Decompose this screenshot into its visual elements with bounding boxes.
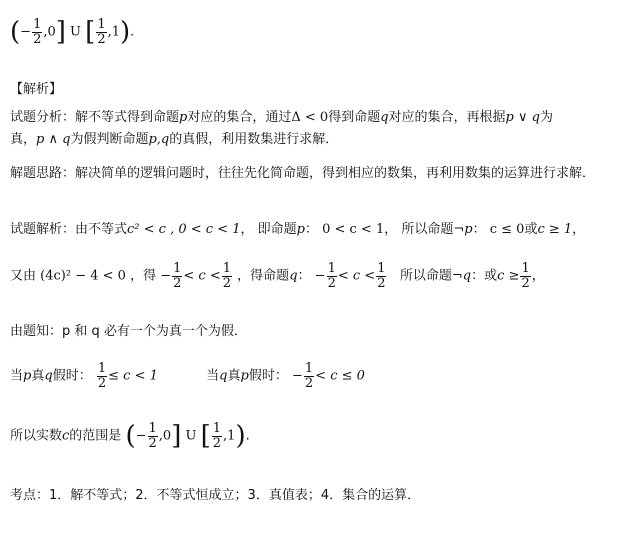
text: ：或 <box>471 268 498 284</box>
fraction <box>97 362 107 390</box>
left-paren: ( <box>10 17 21 48</box>
expression: (4c)² − 4 < 0 <box>40 268 126 284</box>
fraction <box>327 262 337 290</box>
solution-line-4 <box>10 362 365 390</box>
numerator: 1 <box>33 17 42 32</box>
text: ， <box>572 222 586 237</box>
left-paren: ( <box>125 421 136 452</box>
text: 对应的集合，通过 <box>187 110 292 125</box>
fraction <box>172 262 182 290</box>
ineq: c ≥ 1 <box>537 222 573 237</box>
text: ： <box>297 268 311 284</box>
numerator: 1 <box>377 261 386 276</box>
numerator: 1 <box>97 17 106 32</box>
zero: ,0 <box>158 428 172 444</box>
text: ， 所以命题 <box>384 222 454 237</box>
text: 当 <box>10 368 24 384</box>
var-p: p <box>179 110 188 125</box>
var-q: q <box>219 368 228 384</box>
period: . <box>245 428 250 444</box>
text: 真， <box>10 132 37 147</box>
var-q: q <box>380 110 389 125</box>
numerator: 1 <box>222 261 232 276</box>
fraction <box>376 262 386 290</box>
numerator: 1 <box>148 421 157 436</box>
text: 的真假，利用数集进行求解． <box>169 132 339 147</box>
numerator: 1 <box>173 261 182 276</box>
var-p: p <box>23 368 32 384</box>
minus-sign: − <box>20 24 32 40</box>
text: 所以实数 <box>10 428 63 444</box>
left-bracket: [ <box>85 17 96 48</box>
text: 为假判断命题 <box>70 132 149 147</box>
numerator: 1 <box>97 361 107 376</box>
text: 当 <box>206 368 220 384</box>
one: ,1 <box>107 24 120 40</box>
minus-sign: − <box>135 428 147 444</box>
fraction <box>212 422 222 450</box>
zero: ,0 <box>43 24 56 40</box>
denominator: 2 <box>148 435 157 451</box>
one: ,1 <box>223 428 236 444</box>
var-p: p <box>240 368 249 384</box>
minus-sign: − <box>314 268 326 284</box>
text: 得到命题 <box>328 110 381 125</box>
fraction <box>304 362 314 390</box>
text: 假时： <box>52 368 92 384</box>
numerator: 1 <box>521 261 530 276</box>
text: 真 <box>31 368 45 384</box>
text: 试题分析：解不等式得到命题 <box>10 110 180 125</box>
ineq: ： c ≤ 0 <box>472 222 525 237</box>
right-paren: ) <box>235 421 246 452</box>
denominator: 2 <box>222 275 232 291</box>
fraction-half <box>32 18 42 46</box>
denominator: 2 <box>521 275 530 291</box>
period: . <box>130 24 135 40</box>
prop-p: ： 0 < c < 1 <box>304 222 385 237</box>
not-q: ¬q <box>451 268 472 284</box>
var-q: q <box>44 368 53 384</box>
text: 所以命题 <box>399 268 452 284</box>
minus-sign: − <box>160 268 172 284</box>
left-bracket: [ <box>200 421 211 452</box>
answer-interval <box>10 18 134 46</box>
denominator: 2 <box>33 31 42 47</box>
text: 为 <box>539 110 553 125</box>
text: 对应的集合，再根据 <box>388 110 506 125</box>
denominator: 2 <box>97 31 106 47</box>
denominator: 2 <box>212 435 222 451</box>
fraction-half-2 <box>96 18 106 46</box>
minus-sign: − <box>291 368 303 384</box>
kaodian-line: 考点：1．解不等式；2．不等式恒成立；3．真值表；4．集合的运算． <box>10 488 421 503</box>
ineq: < c ≤ 0 <box>315 368 365 384</box>
p-or-q: p ∨ q <box>505 110 540 125</box>
denominator: 2 <box>304 375 314 391</box>
var-p: p <box>296 222 305 237</box>
section-title: 【解析】 <box>10 82 63 97</box>
text: 的范围是 <box>69 428 122 444</box>
text: 试题解析：由不等式 <box>10 222 128 237</box>
denominator: 2 <box>327 275 336 291</box>
condition: Δ < 0 <box>291 110 329 125</box>
right-paren: ) <box>120 17 131 48</box>
solution-line-1 <box>10 218 585 237</box>
union-symbol: U <box>70 24 82 40</box>
var-c: c <box>62 428 70 444</box>
text: 又由 <box>10 268 37 284</box>
fraction <box>148 422 158 450</box>
text: ， 即命题 <box>240 222 297 237</box>
not-p: ¬p <box>453 222 473 237</box>
text: 假时： <box>248 368 288 384</box>
text: ，得命题 <box>237 268 290 284</box>
denominator: 2 <box>97 375 107 391</box>
ineq: c ≥ <box>497 268 520 284</box>
text: 真 <box>227 368 241 384</box>
solution-line-5 <box>10 422 250 450</box>
ineq: ≤ c < 1 <box>108 368 158 384</box>
fraction <box>222 262 232 290</box>
right-bracket: ] <box>171 421 182 452</box>
ineq: < c < <box>337 268 376 284</box>
solution-line-2 <box>10 262 545 290</box>
thinking-paragraph: 解题思路：解决简单的逻辑问题时，往往先化简命题，得到相应的数集，再利用数集的运算进行求解． <box>10 166 596 181</box>
text: ， <box>531 268 545 284</box>
union-symbol: U <box>185 428 197 444</box>
solution-line-3: 由题知：p 和 q 必有一个为真一个为假． <box>10 324 247 339</box>
var-q: q <box>289 268 298 284</box>
denominator: 2 <box>377 275 386 291</box>
ineq: < c < <box>183 268 221 284</box>
fraction <box>520 262 530 290</box>
numerator: 1 <box>304 361 314 376</box>
numerator: 1 <box>212 421 222 436</box>
inequality: c² < c , 0 < c < 1 <box>127 222 241 237</box>
numerator: 1 <box>327 261 336 276</box>
analysis-paragraph <box>10 107 620 151</box>
text: ，得 <box>130 268 157 284</box>
text: 或 <box>524 222 538 237</box>
p-q: p,q <box>148 132 170 147</box>
right-bracket: ] <box>55 17 66 48</box>
denominator: 2 <box>173 275 182 291</box>
p-and-q: p ∧ q <box>36 132 71 147</box>
